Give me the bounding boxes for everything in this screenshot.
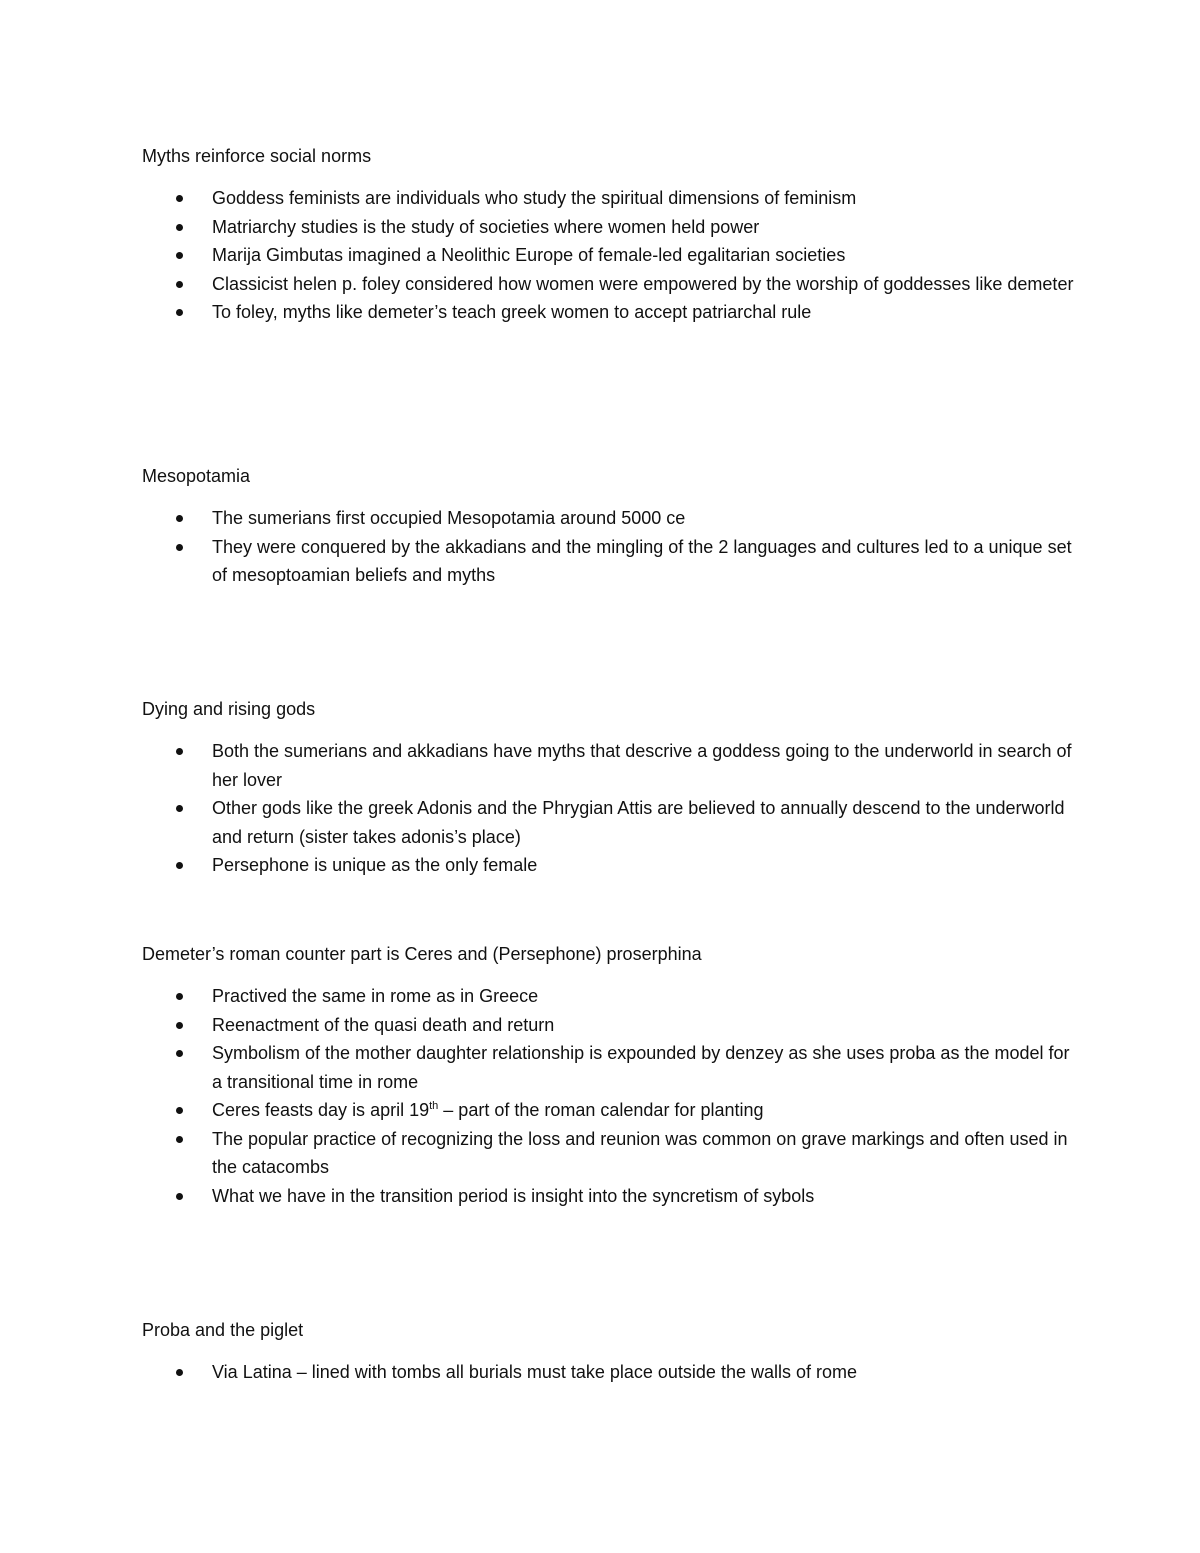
- bullet-icon: [176, 1050, 183, 1057]
- superscript: th: [429, 1100, 439, 1112]
- bullet-list: [142, 184, 1082, 327]
- list-item-text: Via Latina – lined with tombs all burials must take place outside the walls of rome: [212, 1362, 858, 1382]
- bullet-icon: [176, 309, 183, 316]
- list-item-text: The sumerians first occupied Mesopotamia around 5000 ce: [212, 508, 686, 528]
- list-item-text: Classicist helen p. foley considered how women were empowered by the worship of goddesses like demeter: [212, 273, 1074, 294]
- list-item: [142, 1182, 1082, 1211]
- bullet-icon: [176, 862, 183, 869]
- list-item: [142, 270, 1082, 299]
- list-item-text: Marija Gimbutas imagined a Neolithic Europe of female-led egalitarian societies: [212, 245, 846, 265]
- list-item: [142, 1011, 1082, 1040]
- bullet-icon: [176, 224, 183, 231]
- list-item: [142, 851, 1082, 880]
- list-item: [142, 184, 1082, 213]
- section-heading: Demeter’s roman counter part is Ceres and (Persephone) proserphina: [142, 944, 702, 964]
- bullet-icon: [176, 805, 183, 812]
- bullet-list: [142, 1358, 1082, 1387]
- bullet-icon: [176, 748, 183, 755]
- bullet-icon: [176, 252, 183, 259]
- list-item-text: Matriarchy studies is the study of societies where women held power: [212, 216, 760, 237]
- list-item: [142, 1358, 1082, 1387]
- bullet-icon: [176, 1369, 183, 1376]
- section-dying-rising-gods: [142, 695, 1082, 880]
- list-item-text: Persephone is unique as the only female: [212, 855, 538, 875]
- list-item-text-continued: – part of the roman calendar for planting: [438, 1100, 764, 1120]
- list-item: [142, 298, 1082, 327]
- section-heading: Myths reinforce social norms: [142, 146, 372, 166]
- list-item-text: Ceres feasts day is april 19: [212, 1100, 430, 1120]
- list-item: [142, 1039, 1082, 1096]
- list-item: [142, 1096, 1082, 1125]
- list-item-text: What we have in the transition period is insight into the syncretism of sybols: [212, 1185, 815, 1206]
- bullet-icon: [176, 515, 183, 522]
- list-item-text: The popular practice of recognizing the loss and reunion was common on grave markings and often used in the catacombs: [212, 1128, 1068, 1177]
- bullet-icon: [176, 1022, 183, 1029]
- bullet-icon: [176, 1107, 183, 1114]
- list-item-text: To foley, myths like demeter’s teach greek women to accept patriarchal rule: [212, 302, 812, 322]
- list-item: [142, 794, 1082, 851]
- bullet-icon: [176, 195, 183, 202]
- section-heading: Mesopotamia: [142, 466, 251, 486]
- section-proba-piglet: [142, 1316, 1082, 1387]
- list-item-text: Other gods like the greek Adonis and the Phrygian Attis are believed to annually descend to the underworld and return (sister takes adonis’s place): [212, 798, 1065, 847]
- list-item-text: They were conquered by the akkadians and the mingling of the 2 languages and cultures led to a unique set of mesoptoamian beliefs and myths: [212, 536, 1072, 585]
- section-demeter-roman: [142, 940, 1082, 1210]
- list-item: [142, 213, 1082, 242]
- bullet-list: [142, 504, 1082, 590]
- section-heading: Proba and the piglet: [142, 1320, 304, 1340]
- list-item: [142, 1125, 1082, 1182]
- list-item-text: Both the sumerians and akkadians have myths that descrive a goddess going to the underworld in search of her lover: [212, 741, 1072, 790]
- list-item-text: Goddess feminists are individuals who study the spiritual dimensions of feminism: [212, 188, 857, 208]
- bullet-icon: [176, 993, 183, 1000]
- section-myths: [142, 142, 1082, 327]
- list-item-text: Practived the same in rome as in Greece: [212, 986, 539, 1006]
- bullet-icon: [176, 544, 183, 551]
- list-item-text: Symbolism of the mother daughter relationship is expounded by denzey as she uses proba as the model for a transitional time in rome: [212, 1043, 1070, 1092]
- list-item: [142, 737, 1082, 794]
- bullet-icon: [176, 1193, 183, 1200]
- list-item: [142, 241, 1082, 270]
- bullet-icon: [176, 1136, 183, 1143]
- list-item: [142, 533, 1082, 590]
- list-item-text: Reenactment of the quasi death and return: [212, 1014, 555, 1035]
- bullet-list: [142, 737, 1082, 880]
- list-item: [142, 504, 1082, 533]
- section-mesopotamia: [142, 462, 1082, 590]
- bullet-icon: [176, 281, 183, 288]
- bullet-list: [142, 982, 1082, 1210]
- section-heading: Dying and rising gods: [142, 699, 316, 719]
- list-item: [142, 982, 1082, 1011]
